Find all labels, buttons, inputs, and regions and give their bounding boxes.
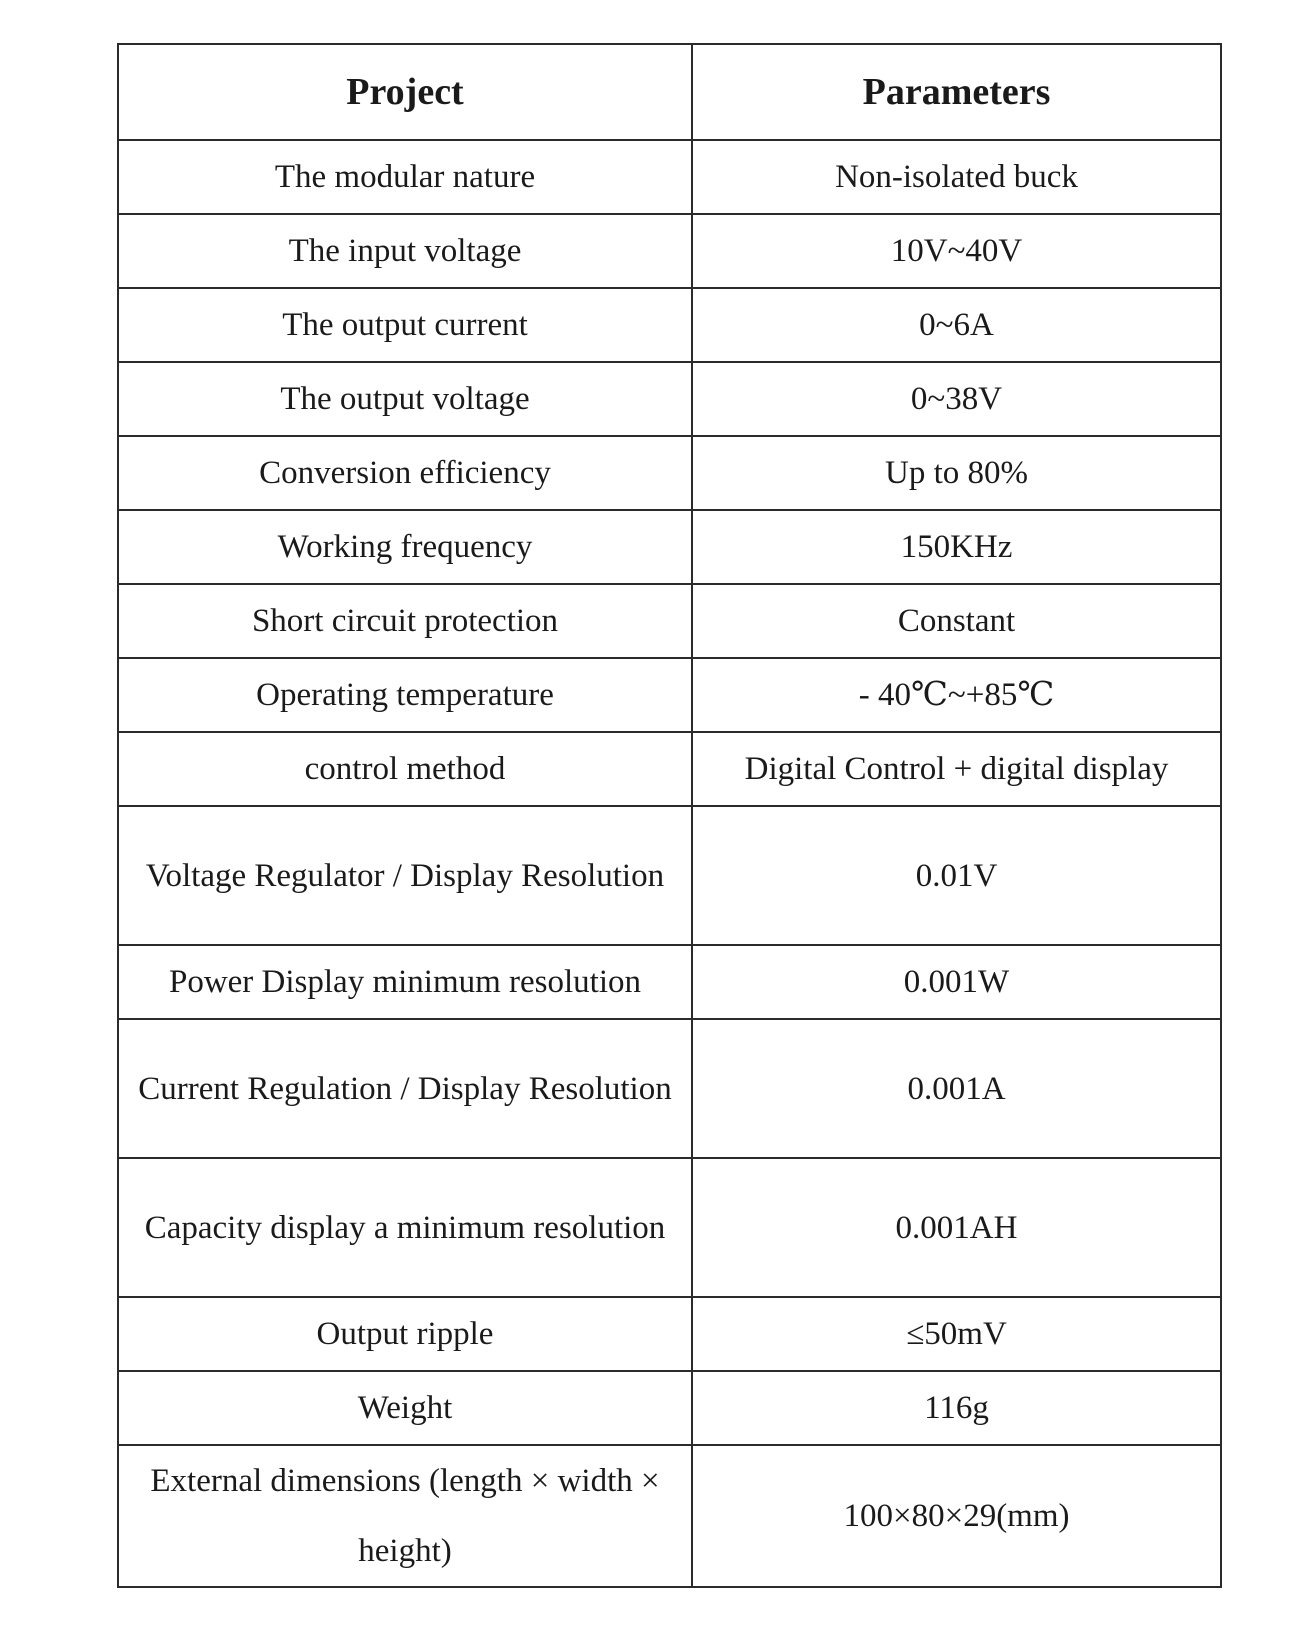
project-cell: Working frequency [118, 510, 692, 584]
project-cell: Current Regulation / Display Resolution [118, 1019, 692, 1158]
table-row [118, 1158, 1221, 1297]
column-header-parameters: Parameters [692, 44, 1221, 140]
parameter-cell: 0~38V [692, 362, 1221, 436]
table-row [118, 140, 1221, 214]
project-cell: Capacity display a minimum resolution [118, 1158, 692, 1297]
parameter-cell: - 40℃~+85℃ [692, 658, 1221, 732]
column-header-project: Project [118, 44, 692, 140]
project-cell: Conversion efficiency [118, 436, 692, 510]
project-cell: Power Display minimum resolution [118, 945, 692, 1019]
parameter-cell: Non-isolated buck [692, 140, 1221, 214]
project-cell: Voltage Regulator / Display Resolution [118, 806, 692, 945]
parameter-cell: 116g [692, 1371, 1221, 1445]
project-cell: The output voltage [118, 362, 692, 436]
table-row [118, 214, 1221, 288]
table-row [118, 1445, 1221, 1587]
table-row [118, 436, 1221, 510]
table-row [118, 1019, 1221, 1158]
table-row [118, 288, 1221, 362]
table-row [118, 362, 1221, 436]
table-row [118, 806, 1221, 945]
table-header-row [118, 44, 1221, 140]
project-cell: The input voltage [118, 214, 692, 288]
project-cell: The modular nature [118, 140, 692, 214]
project-cell: Operating temperature [118, 658, 692, 732]
parameter-cell: Constant [692, 584, 1221, 658]
table-row [118, 510, 1221, 584]
parameter-cell: 0.01V [692, 806, 1221, 945]
parameter-cell: ≤50mV [692, 1297, 1221, 1371]
table-row [118, 584, 1221, 658]
project-cell: Output ripple [118, 1297, 692, 1371]
project-cell: Short circuit protection [118, 584, 692, 658]
project-cell: The output current [118, 288, 692, 362]
parameter-cell: 0.001AH [692, 1158, 1221, 1297]
parameter-cell: Up to 80% [692, 436, 1221, 510]
parameter-cell: 0~6A [692, 288, 1221, 362]
table-row [118, 732, 1221, 806]
project-cell: control method [118, 732, 692, 806]
parameter-cell: 150KHz [692, 510, 1221, 584]
table-row [118, 945, 1221, 1019]
parameter-cell: Digital Control + digital display [692, 732, 1221, 806]
parameter-cell: 0.001W [692, 945, 1221, 1019]
table-row [118, 1371, 1221, 1445]
parameter-cell: 100×80×29(mm) [692, 1445, 1221, 1587]
table-row [118, 1297, 1221, 1371]
parameter-cell: 0.001A [692, 1019, 1221, 1158]
table-row [118, 658, 1221, 732]
parameter-cell: 10V~40V [692, 214, 1221, 288]
project-cell: Weight [118, 1371, 692, 1445]
project-cell: External dimensions (length × width × height) [118, 1445, 692, 1587]
spec-table [117, 43, 1222, 1588]
